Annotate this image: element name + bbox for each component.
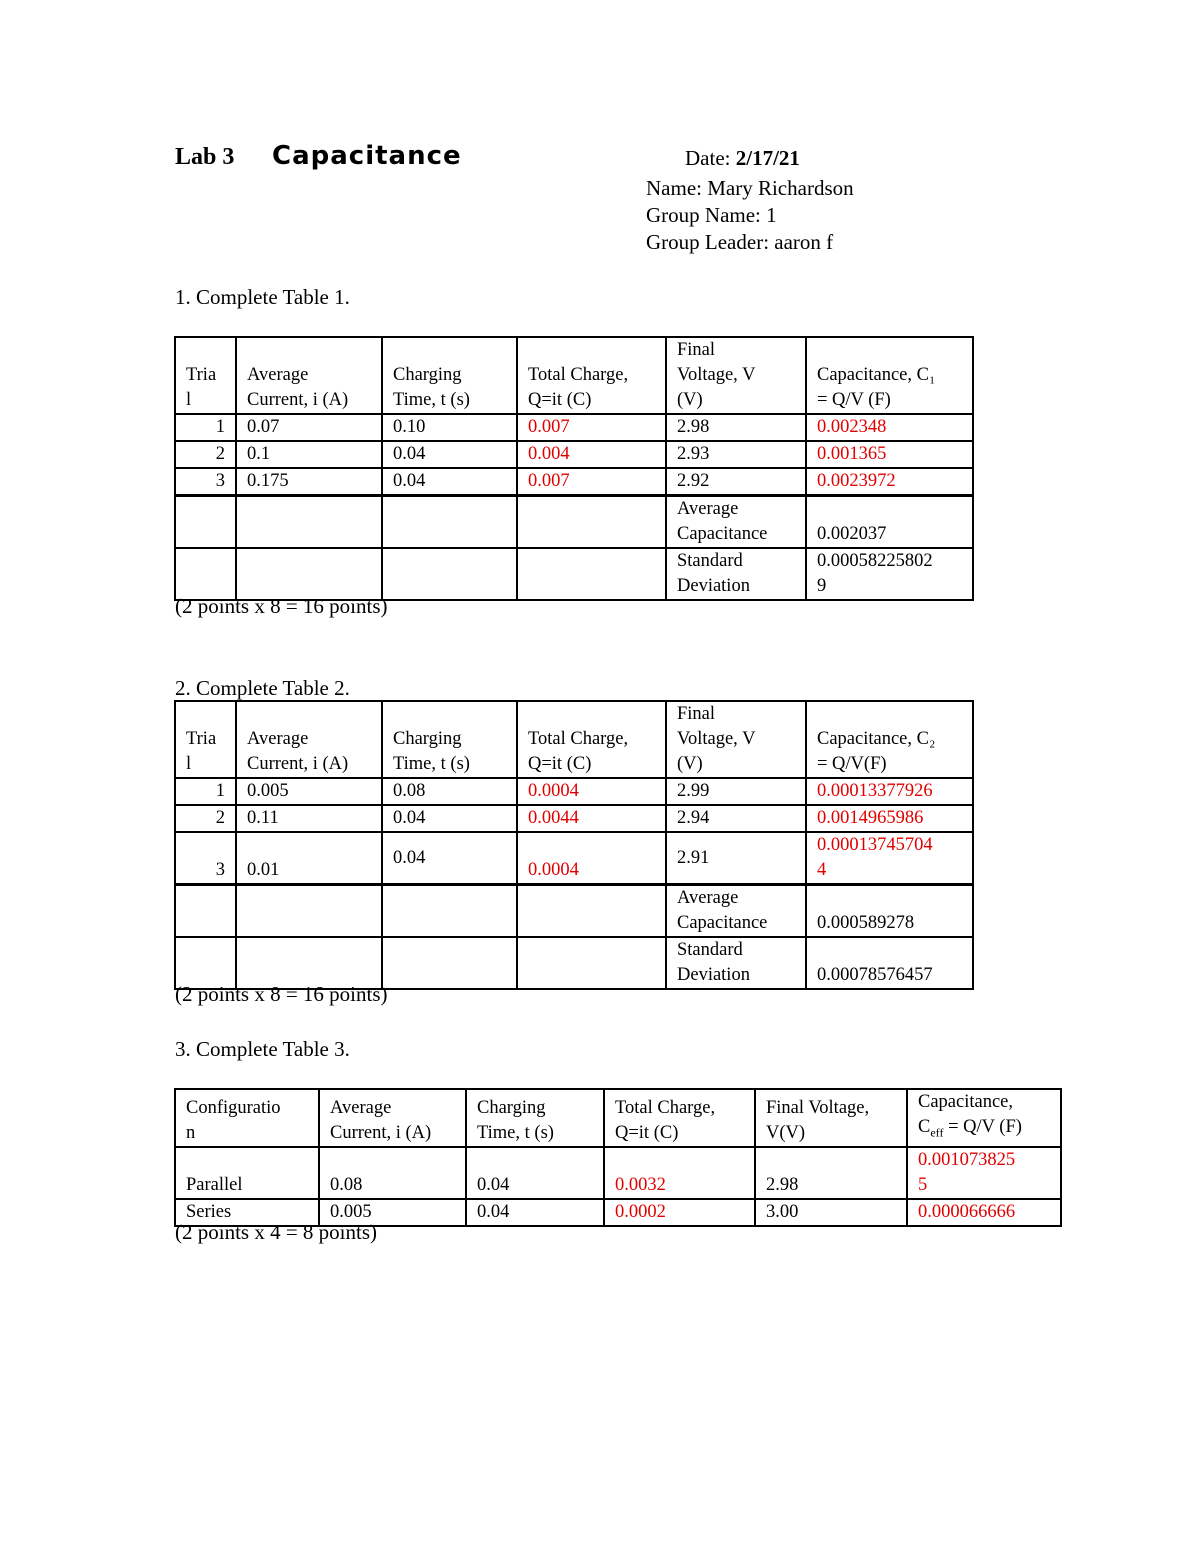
table-row: [175, 778, 973, 805]
time-cell: 0.04: [382, 468, 517, 496]
q2-points: (2 points x 8 = 16 points): [175, 982, 388, 1006]
trial-cell: 2: [175, 805, 236, 832]
date-line: [685, 146, 800, 171]
header-current: Average Current, i (A): [236, 701, 382, 778]
q3-points: (2 points x 4 = 8 points): [175, 1220, 378, 1244]
table-1: [174, 336, 974, 601]
config-cell: Parallel: [175, 1147, 319, 1199]
header-configuration: Configuratio n: [175, 1089, 319, 1147]
date-value: 2/17/21: [735, 146, 800, 170]
capacitance-cell: 0.001073825 5: [907, 1147, 1061, 1199]
table-row: [175, 805, 973, 832]
trial-cell: 1: [175, 778, 236, 805]
time-cell: 0.04: [466, 1199, 604, 1226]
current-cell: 0.11: [236, 805, 382, 832]
date-label: Date:: [685, 146, 731, 170]
charge-cell: 0.004: [517, 441, 666, 468]
q2-prompt: 2. Complete Table 2.: [175, 676, 350, 700]
average-label: Average Capacitance: [666, 885, 806, 938]
charge-cell: 0.0004: [517, 778, 666, 805]
q1-points: (2 points x 8 = 16 points): [175, 594, 388, 618]
trial-cell: 3: [175, 468, 236, 496]
header-voltage: Final Voltage, V (V): [666, 701, 806, 778]
capacitance-cell: 0.0014965986: [806, 805, 973, 832]
charge-cell: 0.0032: [604, 1147, 755, 1199]
q3-prompt: 3. Complete Table 3.: [175, 1037, 350, 1061]
trial-cell: 3: [175, 832, 236, 885]
current-cell: 0.005: [236, 778, 382, 805]
std-dev-value: 0.00058225802 9: [806, 548, 973, 600]
std-dev-label: Standard Deviation: [666, 548, 806, 600]
charge-cell: 0.0004: [517, 832, 666, 885]
header-charge: Total Charge, Q=it (C): [517, 701, 666, 778]
capacitance-cell: 0.00013377926: [806, 778, 973, 805]
current-cell: 0.08: [319, 1147, 466, 1199]
charge-cell: 0.0044: [517, 805, 666, 832]
capacitance-cell: 0.000066666: [907, 1199, 1061, 1226]
average-value: 0.002037: [806, 496, 973, 549]
lab-number: Lab 3: [175, 144, 235, 170]
average-row: [175, 885, 973, 938]
voltage-cell: 3.00: [755, 1199, 907, 1226]
time-cell: 0.04: [382, 805, 517, 832]
std-dev-value: 0.00078576457: [806, 937, 973, 989]
table-header-row: [175, 337, 973, 414]
current-cell: 0.07: [236, 414, 382, 441]
q1-prompt: 1. Complete Table 1.: [175, 285, 350, 309]
time-cell: 0.04: [382, 832, 517, 885]
table-3: [174, 1088, 1062, 1227]
header-time: Charging Time, t (s): [466, 1089, 604, 1147]
header-capacitance: Capacitance, C₁ = Q/V (F): [806, 337, 973, 414]
header-charge: Total Charge, Q=it (C): [517, 337, 666, 414]
table-row: [175, 832, 973, 885]
current-cell: 0.01: [236, 832, 382, 885]
table-row: [175, 414, 973, 441]
page-title: Capacitance: [272, 141, 462, 171]
trial-cell: 1: [175, 414, 236, 441]
header-time: Charging Time, t (s): [382, 701, 517, 778]
table-header-row: [175, 701, 973, 778]
average-value: 0.000589278: [806, 885, 973, 938]
header-voltage: Final Voltage, V (V): [666, 337, 806, 414]
header-current: Average Current, i (A): [319, 1089, 466, 1147]
current-cell: 0.005: [319, 1199, 466, 1226]
voltage-cell: 2.91: [666, 832, 806, 885]
capacitance-cell: 0.0023972: [806, 468, 973, 496]
header-current: Average Current, i (A): [236, 337, 382, 414]
config-cell: Series: [175, 1199, 319, 1226]
header-capacitance: Capacitance, $C_{eff} = Q/V$ (F): [907, 1089, 1061, 1147]
capacitance-cell: 0.002348: [806, 414, 973, 441]
capacitance-cell: 0.00013745704 4: [806, 832, 973, 885]
std-dev-row: [175, 548, 973, 600]
table-2: [174, 700, 974, 990]
voltage-cell: 2.92: [666, 468, 806, 496]
average-label: Average Capacitance: [666, 496, 806, 549]
voltage-cell: 2.99: [666, 778, 806, 805]
time-cell: 0.04: [466, 1147, 604, 1199]
header-time: Charging Time, t (s): [382, 337, 517, 414]
std-dev-label: Standard Deviation: [666, 937, 806, 989]
time-cell: 0.08: [382, 778, 517, 805]
time-cell: 0.04: [382, 441, 517, 468]
trial-cell: 2: [175, 441, 236, 468]
current-cell: 0.1: [236, 441, 382, 468]
average-row: [175, 496, 973, 549]
charge-cell: 0.007: [517, 468, 666, 496]
charge-cell: 0.0002: [604, 1199, 755, 1226]
capacitance-cell: 0.001365: [806, 441, 973, 468]
header-charge: Total Charge, Q=it (C): [604, 1089, 755, 1147]
header-capacitance: Capacitance, C₂ = Q/V(F): [806, 701, 973, 778]
table-row: [175, 441, 973, 468]
header-voltage: Final Voltage, V(V): [755, 1089, 907, 1147]
current-cell: 0.175: [236, 468, 382, 496]
table-header-row: [175, 1089, 1061, 1147]
charge-cell: 0.007: [517, 414, 666, 441]
header-trial: Tria l: [175, 701, 236, 778]
voltage-cell: 2.93: [666, 441, 806, 468]
header-trial: Tria l: [175, 337, 236, 414]
table-row: [175, 1147, 1061, 1199]
student-name: Name: Mary Richardson: [646, 176, 854, 200]
voltage-cell: 2.94: [666, 805, 806, 832]
group-leader: Group Leader: aaron f: [646, 230, 834, 254]
group-name: Group Name: 1: [646, 203, 777, 227]
voltage-cell: 2.98: [755, 1147, 907, 1199]
voltage-cell: 2.98: [666, 414, 806, 441]
table-row: [175, 468, 973, 496]
time-cell: 0.10: [382, 414, 517, 441]
